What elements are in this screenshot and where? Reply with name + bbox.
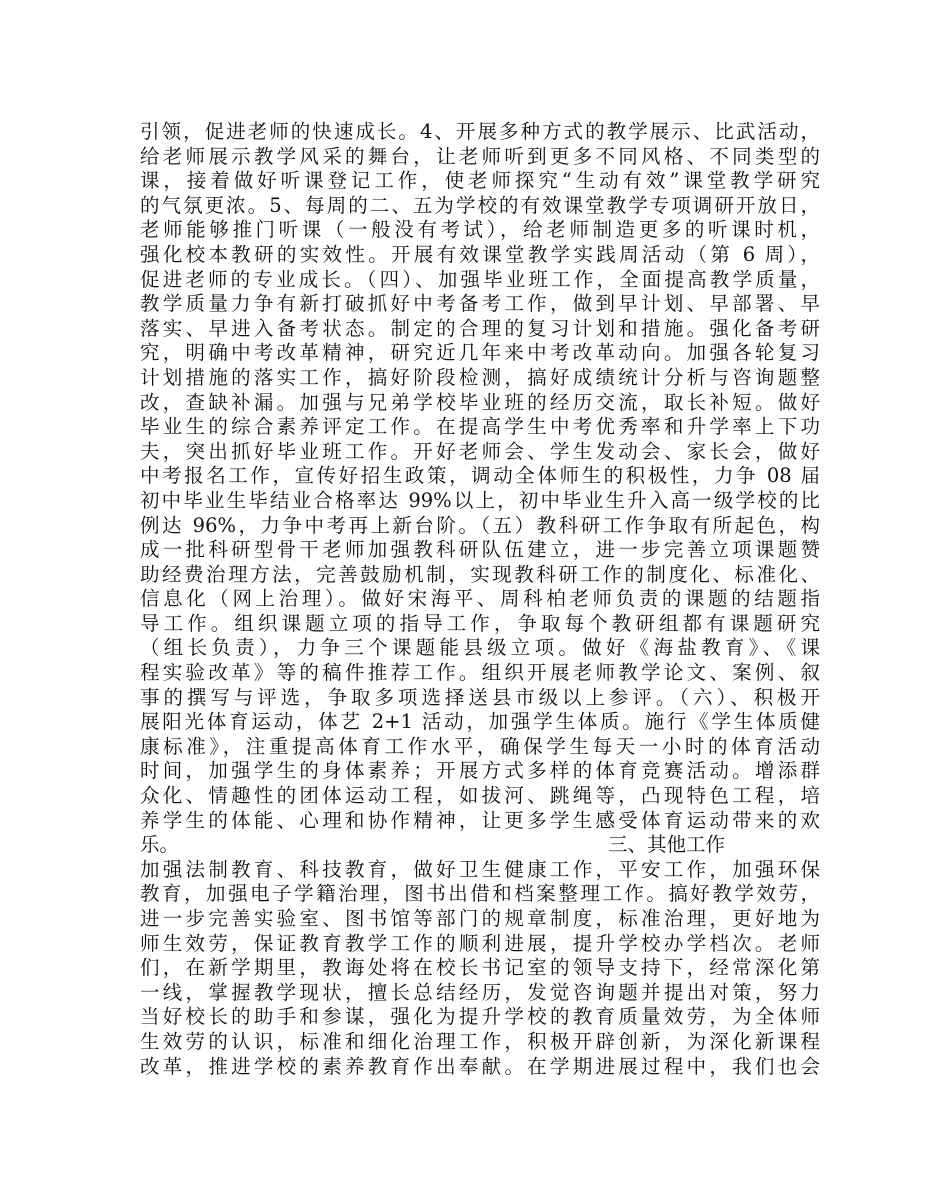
text-line: 加强法制教育、科技教育，做好卫生健康工作，平安工作，加强环保 xyxy=(140,857,820,881)
text-line: 成一批科研型骨干老师加强教科研队伍建立，进一步完善立项课题赞 xyxy=(140,538,820,562)
text-line: 助经费治理方法，完善鼓励机制，实现教科研工作的制度化、标准化、 xyxy=(140,562,820,586)
text-line: 事的撰写与评选，争取多项选择送县市级以上参评。（六）、积极开 xyxy=(140,685,820,709)
text-line: 例达 96%，力争中考再上新台阶。（五）教科研工作争取有所起色，构 xyxy=(140,513,820,537)
text-line: 当好校长的助手和参谋，强化为提升学校的教育质量效劳，为全体师 xyxy=(140,1005,820,1029)
text-line: 落实、早进入备考状态。制定的合理的复习计划和措施。强化备考研 xyxy=(140,316,820,340)
text-line: 改，查缺补漏。加强与兄弟学校毕业班的经历交流，取长补短。做好 xyxy=(140,390,820,414)
text-line: 引领，促进老师的快速成长。4、开展多种方式的教学展示、比武活动， xyxy=(140,120,820,143)
text-line: 的气氛更浓。5、每周的二、五为学校的有效课堂教学专项调研开放日， xyxy=(140,193,820,217)
text-line: 一线，掌握教学现状，擅长总结经历，发觉咨询题并提出对策，努力 xyxy=(140,980,820,1004)
text-line: 众化、情趣性的团体运动工程，如拔河、跳绳等，凸现特色工程，培 xyxy=(140,784,820,808)
split-line xyxy=(140,833,820,858)
text-line: 促进老师的专业成长。（四）、加强毕业班工作，全面提高教学质量， xyxy=(140,267,820,291)
text-line: 强化校本教研的实效性。开展有效课堂教学实践周活动（第 6 周）， xyxy=(140,242,820,266)
section-heading: 三、其他工作 xyxy=(608,833,726,857)
text-line: 展阳光体育运动，体艺 2+1 活动，加强学生体质。施行《学生体质健 xyxy=(140,710,820,734)
text-line: 老师能够推门听课（一般没有考试），给老师制造更多的听课时机， xyxy=(140,218,820,242)
text-line: 进一步完善实验室、图书馆等部门的规章制度，标准治理，更好地为 xyxy=(140,907,820,930)
text-line: 时间，加强学生的身体素养；开展方式多样的体育竞赛活动。增添群 xyxy=(140,759,820,783)
text-line: 程实验改革》等的稿件推荐工作。组织开展老师教学论文、案例、叙 xyxy=(140,661,820,685)
text-line: 师生效劳，保证教育教学工作的顺利进展，提升学校办学档次。老师 xyxy=(140,931,820,955)
text-line: （组长负责），力争三个课题能县级立项。做好《海盐教育》、《课 xyxy=(140,636,820,660)
text-line: 康标准》，注重提高体育工作水平，确保学生每天一小时的体育活动 xyxy=(140,734,820,758)
text-line: 教育，加强电子学籍治理，图书出借和档案整理工作。搞好教学效劳， xyxy=(140,882,820,906)
text-line: 计划措施的落实工作，搞好阶段检测，搞好成绩统计分析与咨询题整 xyxy=(140,365,820,389)
text-line: 课，接着做好听课登记工作，使老师探究“生动有效”课堂教学研究 xyxy=(140,169,820,193)
text-line: 信息化（网上治理）。做好宋海平、周科柏老师负责的课题的结题指 xyxy=(140,587,820,611)
text-line: 导工作。组织课题立项的指导工作，争取每个教研组都有课题研究 xyxy=(140,611,820,635)
text-line: 养学生的体能、心理和协作精神，让更多学生感受体育运动带来的欢 xyxy=(140,808,820,832)
text-line: 究，明确中考改革精神，研究近几年来中考改革动向。加强各轮复习 xyxy=(140,341,820,365)
text-line: 们，在新学期里，教诲处将在校长书记室的领导支持下，经常深化第 xyxy=(140,956,820,980)
paragraph-end-text: 乐。 xyxy=(140,833,180,857)
text-line: 教学质量力争有新打破抓好中考备考工作，做到早计划、早部署、早 xyxy=(140,292,820,316)
text-line: 中考报名工作，宣传好招生政策，调动全体师生的积极性，力争 08 届 xyxy=(140,464,820,488)
document-body xyxy=(140,120,820,1079)
text-line: 给老师展示教学风采的舞台，让老师听到更多不同风格、不同类型的 xyxy=(140,144,820,168)
text-line: 初中毕业生毕结业合格率达 99%以上，初中毕业生升入高一级学校的比 xyxy=(140,488,820,512)
text-line: 改革，推进学校的素养教育作出奉献。在学期进展过程中，我们也会 xyxy=(140,1054,820,1078)
text-line: 夫，突出抓好毕业班工作。开好老师会、学生发动会、家长会，做好 xyxy=(140,439,820,463)
text-line: 毕业生的综合素养评定工作。在提高学生中考优秀率和升学率上下功 xyxy=(140,415,820,439)
text-line: 生效劳的认识，标准和细化治理工作，积极开辟创新，为深化新课程 xyxy=(140,1029,820,1053)
